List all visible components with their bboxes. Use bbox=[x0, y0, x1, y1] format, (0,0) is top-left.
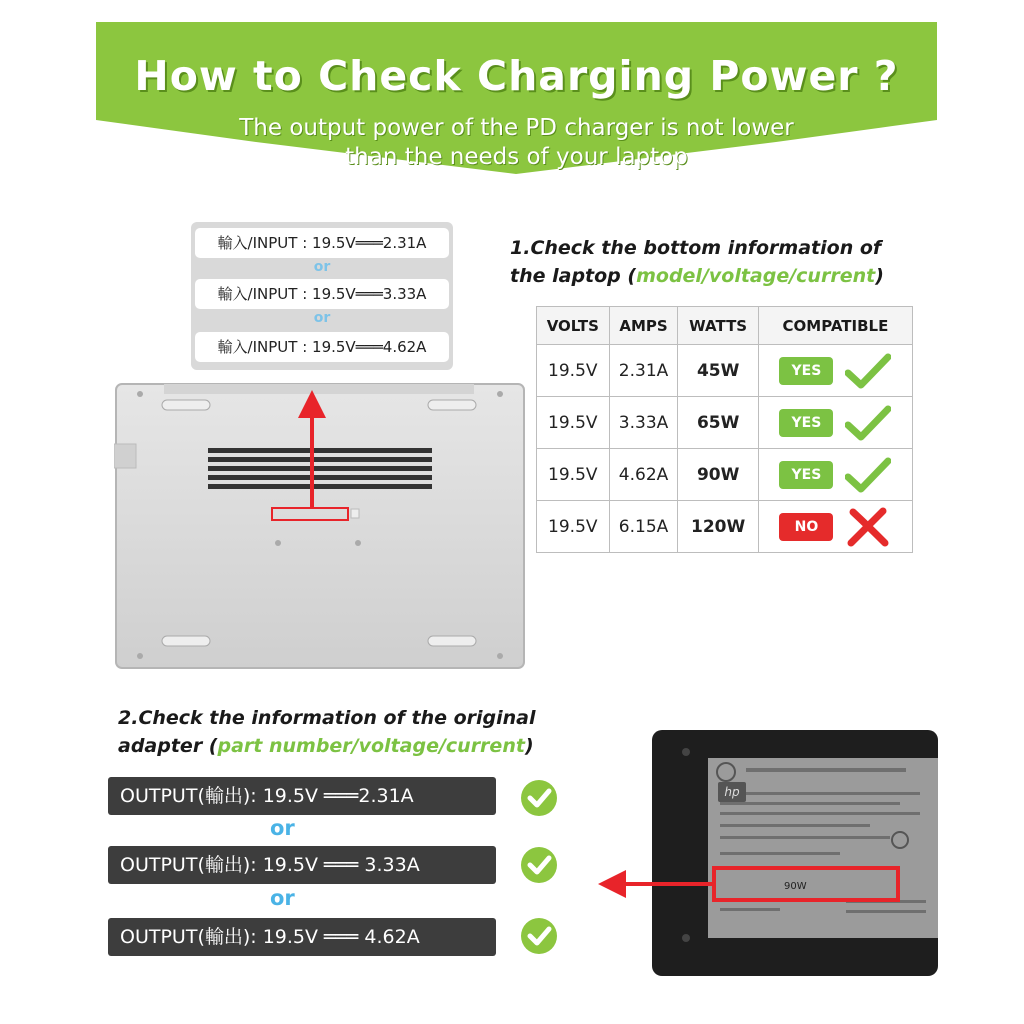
step1-highlight: model/voltage/current bbox=[636, 265, 876, 287]
check-circle-icon bbox=[519, 916, 559, 956]
laptop-bottom-image bbox=[114, 380, 526, 672]
header-banner bbox=[96, 22, 937, 174]
watts-cell: 65W bbox=[678, 397, 758, 449]
check-circle-icon bbox=[519, 845, 559, 885]
subtitle-line-2: than the needs of your laptop bbox=[345, 144, 688, 170]
amps-cell: 3.33A bbox=[609, 397, 678, 449]
output-bar-3: OUTPUT(輸出): 19.5V ═══ 4.62A bbox=[108, 918, 496, 956]
step1-line-1: 1.Check the bottom information of bbox=[510, 237, 882, 259]
page-subtitle bbox=[156, 114, 877, 172]
status-badge: YES bbox=[779, 461, 833, 489]
compatible-cell bbox=[758, 397, 912, 449]
red-arrow-icon bbox=[114, 380, 526, 672]
compatible-cell bbox=[758, 449, 912, 501]
step1-suffix: ) bbox=[875, 265, 884, 287]
adapter-illustration bbox=[596, 728, 938, 976]
column-header-watts: WATTS bbox=[678, 307, 758, 345]
compatible-cell bbox=[758, 501, 912, 553]
table-row bbox=[537, 345, 913, 397]
column-header-volts: VOLTS bbox=[537, 307, 610, 345]
cross-mark-icon bbox=[845, 507, 891, 547]
hp-logo: hp bbox=[718, 782, 746, 802]
check-mark-icon bbox=[845, 353, 891, 389]
table-row bbox=[537, 449, 913, 501]
status-badge: YES bbox=[779, 357, 833, 385]
laptop-input-label-card bbox=[191, 222, 453, 370]
table-row bbox=[537, 397, 913, 449]
step1-prefix: the laptop ( bbox=[510, 265, 637, 287]
table-row bbox=[537, 501, 913, 553]
amps-cell: 4.62A bbox=[609, 449, 678, 501]
or-label: or bbox=[313, 310, 331, 326]
page-title: How to Check Charging Power ? bbox=[134, 52, 899, 100]
output-bar-2: OUTPUT(輸出): 19.5V ═══ 3.33A bbox=[108, 846, 496, 884]
check-mark-icon bbox=[845, 405, 891, 441]
volts-cell: 19.5V bbox=[537, 397, 610, 449]
input-row-3: 輸入/INPUT : 19.5V═══4.62A bbox=[195, 332, 449, 362]
step2-line-1: 2.Check the information of the original bbox=[118, 707, 536, 729]
compatibility-table bbox=[536, 306, 913, 553]
step2-suffix: ) bbox=[524, 735, 534, 757]
compatible-cell bbox=[758, 345, 912, 397]
or-label: or bbox=[270, 886, 295, 910]
check-mark-icon bbox=[845, 457, 891, 493]
step2-prefix: adapter ( bbox=[118, 735, 218, 757]
volts-cell: 19.5V bbox=[537, 345, 610, 397]
amps-cell: 6.15A bbox=[609, 501, 678, 553]
or-label: or bbox=[270, 816, 295, 840]
volts-cell: 19.5V bbox=[537, 501, 610, 553]
output-bar-1: OUTPUT(輸出): 19.5V ═══2.31A bbox=[108, 777, 496, 815]
amps-cell: 2.31A bbox=[609, 345, 678, 397]
status-badge: YES bbox=[779, 409, 833, 437]
watts-cell: 90W bbox=[678, 449, 758, 501]
adapter-image bbox=[596, 728, 938, 976]
watts-cell: 120W bbox=[678, 501, 758, 553]
status-badge: NO bbox=[779, 513, 833, 541]
watts-cell: 45W bbox=[678, 345, 758, 397]
column-header-amps: AMPS bbox=[609, 307, 678, 345]
adapter-watt-label: 90W bbox=[784, 881, 807, 892]
step1-heading bbox=[510, 234, 884, 290]
step2-heading bbox=[118, 704, 536, 760]
step1-line-2 bbox=[510, 262, 884, 290]
check-circle-icon bbox=[519, 778, 559, 818]
or-label: or bbox=[313, 259, 331, 275]
subtitle-line-1: The output power of the PD charger is not lower bbox=[239, 115, 794, 141]
input-row-2: 輸入/INPUT : 19.5V═══3.33A bbox=[195, 279, 449, 309]
input-row-1: 輸入/INPUT : 19.5V═══2.31A bbox=[195, 228, 449, 258]
step2-highlight: part number/voltage/current bbox=[217, 735, 525, 757]
step2-line-2 bbox=[118, 732, 536, 760]
table-header-row bbox=[537, 307, 913, 345]
column-header-compatible: COMPATIBLE bbox=[758, 307, 912, 345]
volts-cell: 19.5V bbox=[537, 449, 610, 501]
